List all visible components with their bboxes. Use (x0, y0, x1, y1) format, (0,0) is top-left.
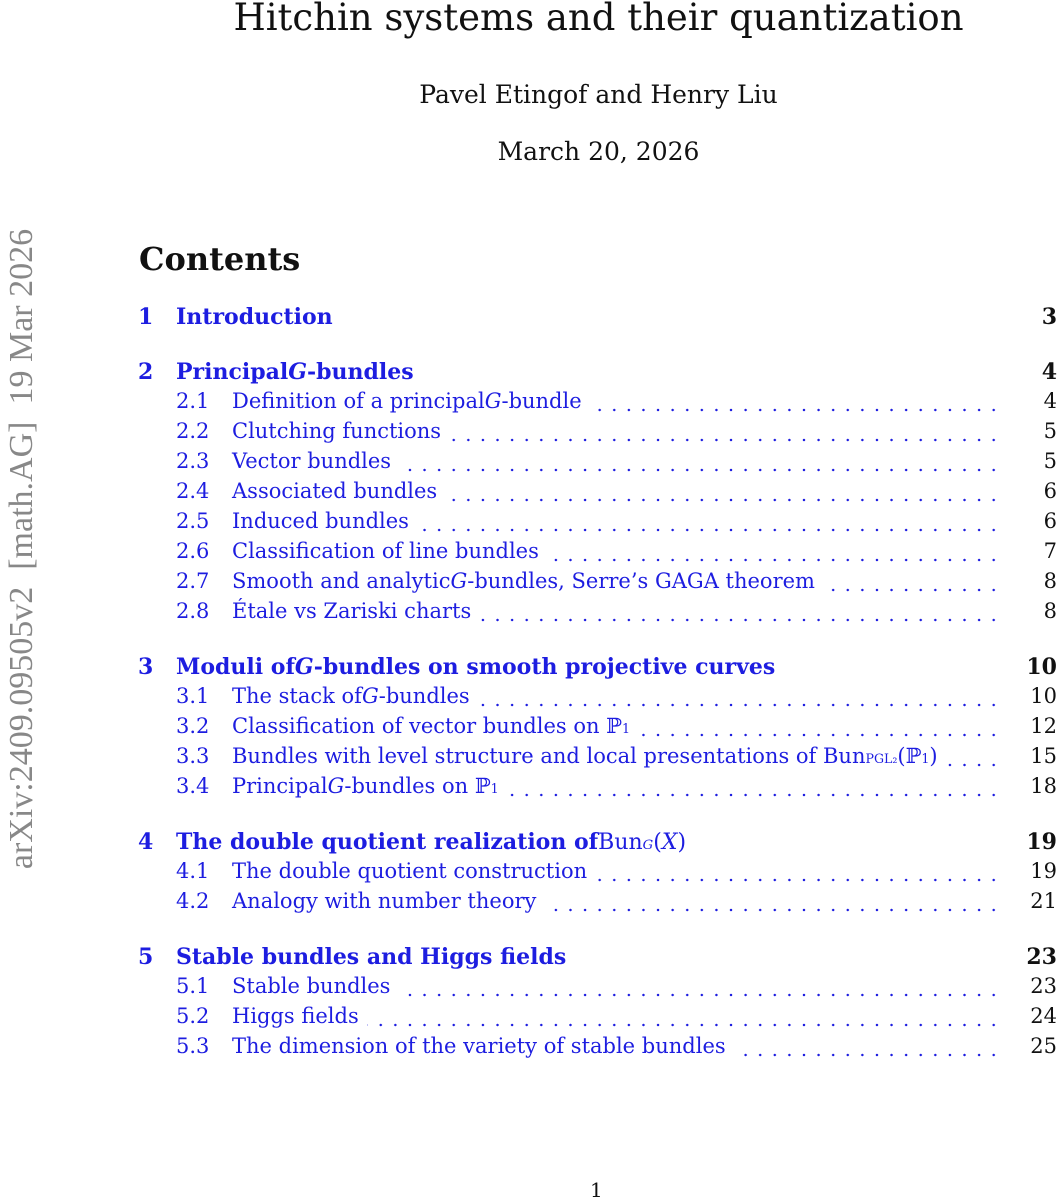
toc-section[interactable] (0, 359, 1057, 389)
dot-leader (479, 618, 1001, 622)
dot-leader (478, 703, 1001, 707)
dot-leader (367, 1023, 1001, 1027)
toc-label-segment: ( (653, 830, 662, 855)
toc-subsection[interactable] (0, 419, 1057, 449)
toc-number[interactable]: 3.3 (176, 744, 210, 768)
toc-number[interactable]: 3.4 (176, 774, 210, 798)
toc-label[interactable] (176, 654, 775, 680)
toc-label-segment: Moduli of (176, 654, 295, 680)
toc-subsection[interactable] (0, 859, 1057, 889)
toc-label-segment: Induced bundles (232, 509, 409, 533)
dot-leader (417, 528, 1001, 532)
toc-number[interactable]: 4.1 (176, 859, 210, 883)
toc-label-segment: G (450, 569, 468, 593)
toc-subsection[interactable] (0, 684, 1057, 714)
toc-label-segment: Principal (232, 774, 328, 798)
toc-label-segment: Bundles with level structure and local presentations of Bun (232, 744, 866, 768)
dot-leader (544, 908, 1001, 912)
toc-subsection[interactable] (0, 889, 1057, 919)
toc-label-segment: Classification of vector bundles on ℙ (232, 714, 622, 738)
paper-date: March 20, 2026 (497, 137, 700, 166)
toc-label-segment: Associated bundles (232, 479, 438, 503)
toc-label-segment: Smooth and analytic (232, 569, 451, 593)
toc-page-number[interactable]: 4 (1043, 389, 1057, 413)
toc-subsection[interactable] (0, 714, 1057, 744)
toc-label[interactable] (232, 539, 539, 563)
toc-label[interactable] (232, 1034, 726, 1058)
toc-label-segment: Higgs fields (232, 1004, 359, 1028)
toc-subsection[interactable] (0, 569, 1057, 599)
toc-number[interactable]: 2.4 (176, 479, 210, 503)
dot-leader (946, 763, 1001, 767)
toc-subsection[interactable] (0, 509, 1057, 539)
toc-number[interactable]: 3.2 (176, 714, 210, 738)
toc-label-segment: ) (929, 744, 938, 768)
toc-subsection[interactable] (0, 1034, 1057, 1064)
toc-number[interactable]: 2.6 (176, 539, 210, 563)
toc-page-number[interactable]: 6 (1043, 509, 1057, 533)
toc-page-number[interactable]: 15 (1030, 744, 1057, 768)
toc-subsection[interactable] (0, 744, 1057, 774)
toc-label-segment: Stable bundles and Higgs fields (176, 944, 567, 970)
toc-label-segment: Étale vs Zariski charts (232, 599, 472, 623)
toc-label-segment: -bundles on smooth projective curves (313, 654, 776, 680)
toc-subsection[interactable] (0, 449, 1057, 479)
toc-subsection[interactable] (0, 1004, 1057, 1034)
toc-label-segment: Introduction (176, 304, 333, 330)
toc-label[interactable] (176, 944, 566, 970)
toc-label[interactable] (232, 1004, 359, 1028)
toc-subsection[interactable] (0, 479, 1057, 509)
toc-label[interactable] (232, 449, 391, 473)
toc-label-segment: Classification of line bundles (232, 539, 539, 563)
toc-page-number[interactable]: 21 (1030, 889, 1057, 913)
toc-page-number[interactable]: 7 (1043, 539, 1057, 563)
toc-label[interactable] (232, 479, 437, 503)
toc-number[interactable]: 3 (138, 654, 154, 680)
toc-label-segment: -bundles (307, 359, 414, 385)
toc-page-number[interactable]: 18 (1030, 774, 1057, 798)
dot-leader (399, 468, 1001, 472)
toc-page-number[interactable]: 6 (1043, 479, 1057, 503)
toc-subsection[interactable] (0, 539, 1057, 569)
toc-label-segment: PGL₂ (865, 751, 898, 766)
toc-label[interactable] (232, 389, 582, 413)
toc-label[interactable] (232, 569, 815, 593)
toc-label[interactable] (232, 684, 470, 708)
toc-subsection[interactable] (0, 974, 1057, 1004)
toc-label-segment: G (484, 389, 502, 413)
toc-label[interactable] (232, 889, 536, 913)
dot-leader (595, 878, 1001, 882)
toc-label-segment: Analogy with number theory (232, 889, 537, 913)
toc-label-segment: The double quotient construction (232, 859, 588, 883)
toc-page-number[interactable]: 23 (1026, 944, 1057, 970)
toc-label-segment: ) (677, 830, 687, 855)
toc-number[interactable]: 2.8 (176, 599, 210, 623)
toc-number[interactable]: 2.5 (176, 509, 210, 533)
toc-label-segment: 1 (621, 721, 630, 736)
toc-number[interactable]: 2.7 (176, 569, 210, 593)
toc-number[interactable]: 5.3 (176, 1034, 210, 1058)
toc-page-number[interactable]: 8 (1043, 599, 1057, 623)
toc-page-number[interactable]: 25 (1030, 1034, 1057, 1058)
toc-page-number[interactable]: 5 (1043, 419, 1057, 443)
dot-leader (590, 408, 1001, 412)
toc-label[interactable] (232, 744, 938, 768)
toc-page-number[interactable]: 4 (1041, 359, 1057, 385)
toc-label-segment: The stack of (232, 684, 362, 708)
toc-number[interactable]: 2.2 (176, 419, 210, 443)
toc-number[interactable]: 3.1 (176, 684, 210, 708)
toc-label-segment: -bundles, Serre’s GAGA theorem (467, 569, 815, 593)
dot-leader (507, 793, 1001, 797)
dot-leader (734, 1053, 1001, 1057)
toc-label-segment: 1 (921, 751, 930, 766)
toc-page-number[interactable]: 3 (1041, 304, 1057, 330)
toc-label-segment: 1 (490, 781, 499, 796)
toc-section[interactable] (0, 654, 1057, 684)
toc-label-segment: G (288, 359, 308, 385)
toc-number[interactable]: 2.1 (176, 389, 210, 413)
toc-label[interactable] (232, 419, 441, 443)
toc-label-segment: Stable bundles (232, 974, 391, 998)
toc-label-segment: G (327, 774, 345, 798)
toc-section[interactable] (0, 944, 1057, 974)
toc-number[interactable]: 5.1 (176, 974, 210, 998)
toc-label[interactable] (176, 829, 686, 855)
toc-page-number[interactable]: 5 (1043, 449, 1057, 473)
toc-label-segment: Definition of a principal (232, 389, 485, 413)
toc-label[interactable] (176, 359, 414, 385)
toc-label-segment: Clutching functions (232, 419, 442, 443)
toc-label-segment: Vector bundles (232, 449, 392, 473)
paper-authors: Pavel Etingof and Henry Liu (419, 80, 778, 109)
paper-title: Hitchin systems and their quantization (233, 0, 964, 39)
contents-heading: Contents (139, 240, 301, 278)
toc-page-number[interactable]: 12 (1030, 714, 1057, 738)
toc-page-number[interactable]: 8 (1043, 569, 1057, 593)
toc-number[interactable]: 4 (138, 829, 154, 855)
toc-label-segment: (ℙ (897, 744, 922, 768)
toc-label-segment: G (294, 654, 314, 680)
toc-label-segment: G (361, 684, 379, 708)
toc-page-number[interactable]: 19 (1030, 859, 1057, 883)
toc-label[interactable] (232, 509, 409, 533)
toc-label[interactable] (232, 714, 630, 738)
toc-subsection[interactable] (0, 774, 1057, 804)
dot-leader (445, 498, 1001, 502)
toc-label-segment: -bundles (378, 684, 470, 708)
toc-label-segment: X (661, 830, 678, 855)
toc-page-number[interactable]: 19 (1026, 829, 1057, 855)
dot-leader (547, 558, 1001, 562)
toc-subsection[interactable] (0, 599, 1057, 629)
toc-label[interactable] (232, 974, 390, 998)
toc-label[interactable] (232, 774, 499, 798)
toc-number[interactable]: 5.2 (176, 1004, 210, 1028)
toc-label-segment: G (642, 838, 654, 853)
toc-section[interactable] (0, 829, 1057, 859)
dot-leader (638, 733, 1001, 737)
toc-number[interactable]: 2.3 (176, 449, 210, 473)
dot-leader (823, 588, 1001, 592)
page-number: 1 (590, 1178, 603, 1202)
toc-page-number[interactable]: 24 (1030, 1004, 1057, 1028)
toc-label[interactable] (232, 599, 471, 623)
arxiv-stamp[interactable]: arXiv:2409.09505v2 [math.AG] 19 Mar 2026 (3, 228, 40, 870)
toc-number[interactable]: 4.2 (176, 889, 210, 913)
toc-label-segment: Bun (598, 830, 643, 855)
toc-label-segment: The double quotient realization of (176, 829, 599, 855)
toc-number[interactable]: 2 (138, 359, 154, 385)
toc-section[interactable] (0, 304, 1057, 334)
toc-page-number[interactable]: 10 (1026, 654, 1057, 680)
toc-number[interactable]: 1 (138, 304, 154, 330)
toc-label-segment: -bundle (501, 389, 582, 413)
toc-label[interactable] (232, 859, 587, 883)
toc-label-segment: -bundles on ℙ (344, 774, 491, 798)
toc-subsection[interactable] (0, 389, 1057, 419)
dot-leader (449, 438, 1001, 442)
toc-number[interactable]: 5 (138, 944, 154, 970)
toc-label[interactable] (176, 304, 333, 330)
toc-label-segment: Principal (176, 359, 289, 385)
toc-page-number[interactable]: 10 (1030, 684, 1057, 708)
dot-leader (398, 993, 1001, 997)
toc-page-number[interactable]: 23 (1030, 974, 1057, 998)
toc-label-segment: The dimension of the variety of stable bundles (232, 1034, 726, 1058)
